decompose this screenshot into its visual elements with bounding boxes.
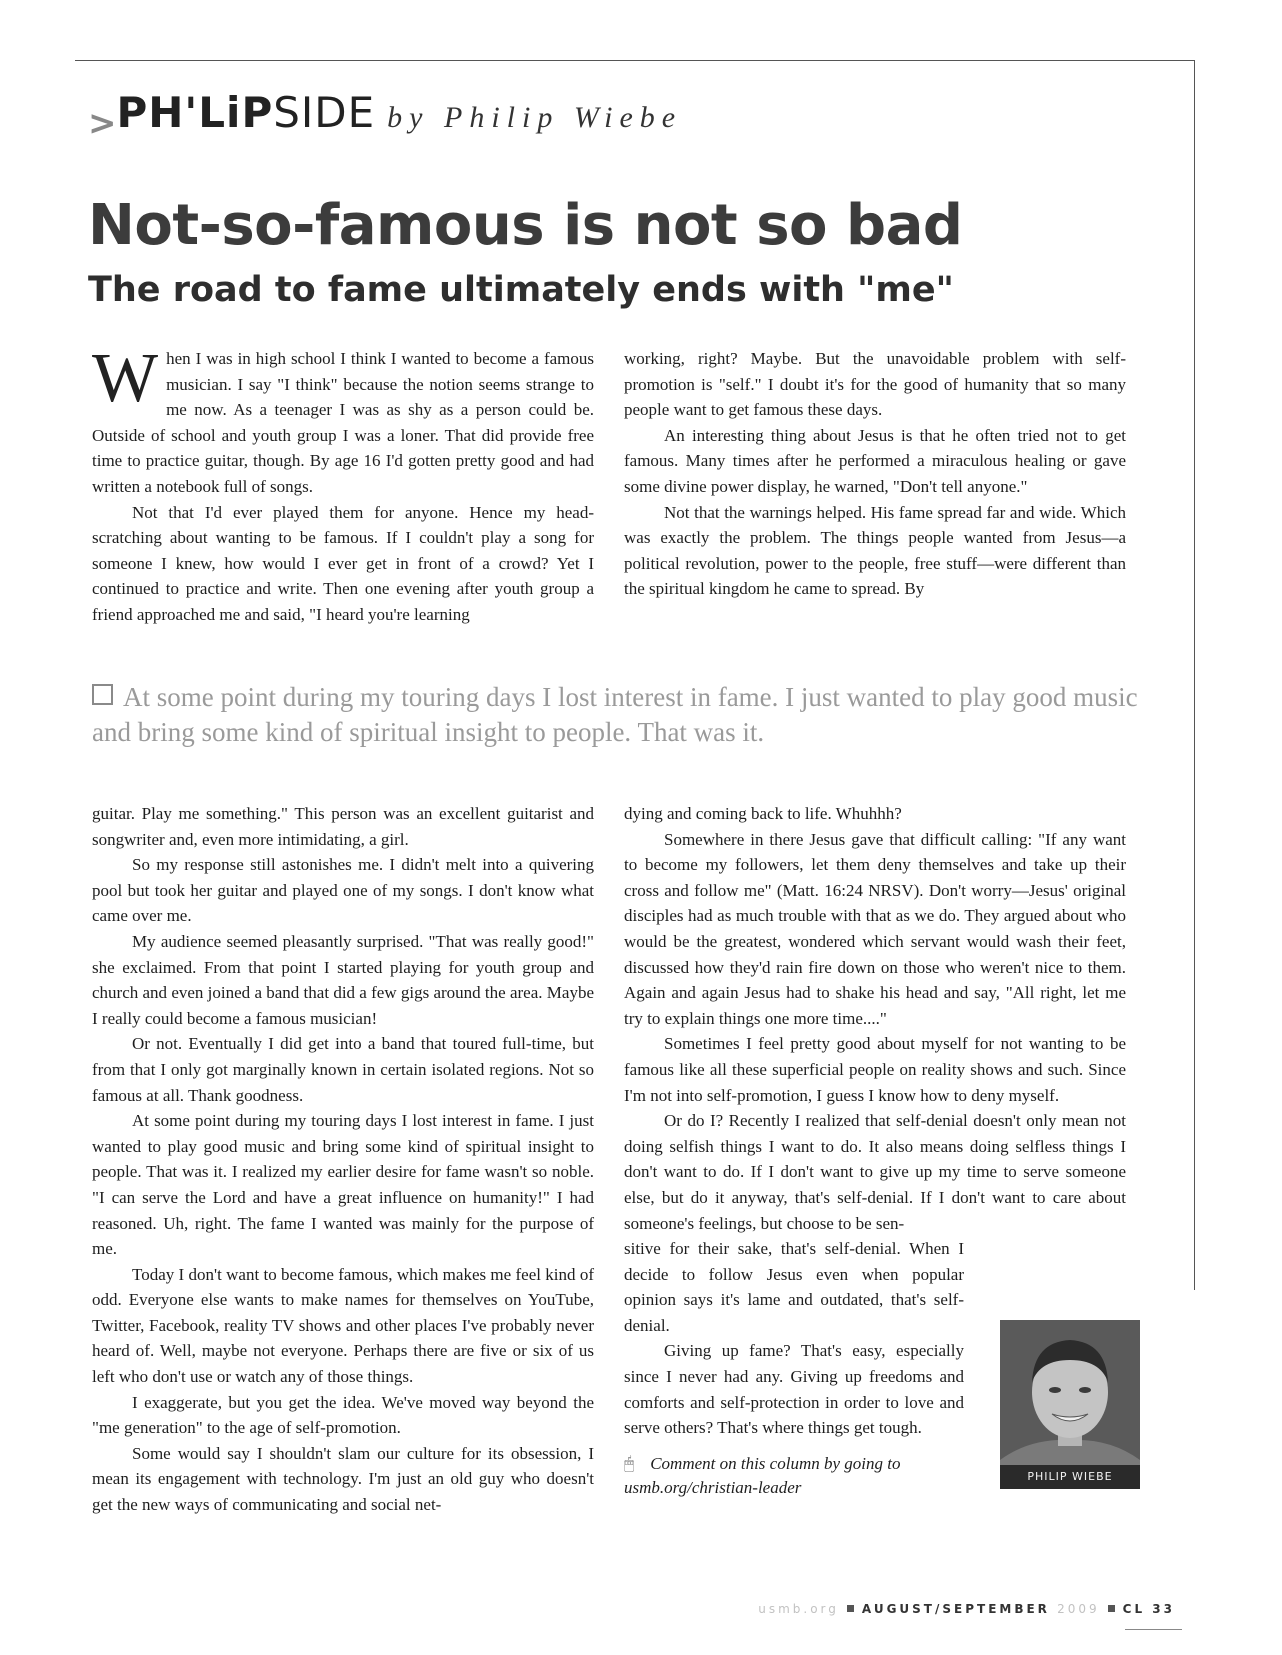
pull-quote-text: At some point during my touring days I lost interest in fame. I just wanted to play good music and bring some kind of spiritual insight to people. That was it.	[92, 682, 1138, 747]
paragraph: My audience seemed pleasantly surprised. "That was really good!" she exclaimed. From that point I started playing for youth group and church and even joined a band that did a few gigs around the area. Maybe I really could become a famous musician!	[92, 931, 594, 1028]
right-rule	[1194, 60, 1195, 1290]
paragraph: guitar. Play me something." This person was an excellent guitarist and songwriter and, even more intimidating, a girl.	[92, 804, 594, 849]
pull-quote	[92, 680, 1152, 750]
paragraph: At some point during my touring days I lost interest in fame. I just wanted to play good music and bring some kind of spiritual insight to people. That was it. I realized my earlier desire for fame wasn't so noble. "I can serve the Lord and have a great influence on humanity!" I had reasoned. Uh, right. The fame I wanted was mainly for the purpose of me.	[92, 1111, 594, 1259]
body-column-3	[92, 801, 594, 1518]
drop-cap: W	[92, 340, 159, 417]
square-bullet-icon	[92, 684, 113, 705]
mouse-icon: 🖱	[624, 1454, 635, 1473]
paragraph: So my response still astonishes me. I didn't melt into a quivering pool but took her guitar and played one of my songs. I don't know what came over me.	[92, 855, 594, 926]
body-column-2	[624, 346, 1126, 602]
paragraph: Sometimes I feel pretty good about myself for not wanting to be famous like all these superficial people on reality shows and such. Since I'm not into self-promotion, I guess I know how to deny myself.	[624, 1034, 1126, 1105]
square-separator-icon	[1108, 1605, 1115, 1612]
paragraph: Or not. Eventually I did get into a band that toured full-time, but from that I only got marginally known in certain isolated regions. Not so famous at all. Thank goodness.	[92, 1034, 594, 1105]
paragraph: An interesting thing about Jesus is that he often tried not to get famous. Many times after he performed a miraculous healing or gave some divine power display, he warned, "Don't tell anyone."	[624, 425, 1126, 496]
page-footer	[705, 1602, 1175, 1616]
comment-note	[624, 1452, 994, 1500]
arrow-icon: >	[88, 103, 117, 144]
paragraph: Not that the warnings helped. His fame spread far and wide. Which was exactly the problem. The things people wanted from Jesus—a political revolution, power to the people, free stuff—were different than the spiritual kingdom he came to spread. By	[624, 502, 1126, 599]
column-header	[88, 88, 682, 143]
column-brand-light: SIDE	[273, 88, 376, 137]
column-brand-bold: PH'LiP	[116, 88, 274, 137]
paragraph: working, right? Maybe. But the unavoidable problem with self-promotion is "self." I doubt it's for the good of humanity that so many people want to get famous these days.	[624, 349, 1126, 420]
comment-text: Comment on this column by going to usmb.org/christian-leader	[624, 1454, 901, 1497]
footer-site: usmb.org	[758, 1602, 839, 1616]
footer-magazine: CL	[1122, 1602, 1146, 1616]
author-portrait	[1000, 1320, 1140, 1489]
author-photo	[1000, 1320, 1140, 1489]
deck: The road to fame ultimately ends with "me"	[88, 270, 954, 310]
paragraph-text: hen I was in high school I think I wanted to become a famous musician. I say "I think" because the notion seems strange to me now. As a teenager I was as shy as a person could be. Outside of school and youth group I was a loner. That did provide free time to practice guitar, though. By age 16 I'd gotten pretty good and had written a notebook full of songs.	[92, 349, 594, 496]
headline: Not-so-famous is not so bad	[88, 193, 963, 258]
body-column-1	[92, 340, 594, 628]
narrow-text-block	[624, 1236, 964, 1441]
paragraph: Some would say I shouldn't slam our culture for its obsession, I mean its engagement with technology. I'm just an old guy who doesn't get the new ways of communicating and social net-	[92, 1443, 594, 1515]
page-number: 33	[1152, 1602, 1175, 1616]
top-rule	[75, 60, 1195, 61]
photo-caption: PHILIP WIEBE	[1000, 1465, 1140, 1489]
footer-year: 2009	[1057, 1602, 1100, 1616]
footer-rule	[1125, 1629, 1182, 1630]
paragraph: Giving up fame? That's easy, especially since I never had any. Giving up freedoms and comforts and self-protection in order to love and serve others? That's where things get tough.	[624, 1341, 964, 1438]
footer-issue: AUGUST/SEPTEMBER	[861, 1602, 1050, 1616]
byline: by Philip Wiebe	[387, 101, 683, 134]
paragraph: I exaggerate, but you get the idea. We've moved way beyond the "me generation" to the age of self-promotion.	[92, 1392, 594, 1438]
paragraph: sitive for their sake, that's self-denial. When I decide to follow Jesus even when popular opinion says it's lame and outdated, that's self-denial.	[624, 1239, 964, 1335]
square-separator-icon	[847, 1605, 854, 1612]
paragraph: dying and coming back to life. Whuhhh?	[624, 804, 902, 823]
paragraph: Somewhere in there Jesus gave that difficult calling: "If any want to become my followers, let them deny themselves and take up their cross and follow me" (Matt. 16:24 NRSV). Don't worry—Jesus' original disciples had as much trouble with that as we do. They argued about who would be the greatest, wondered which servant would wash their feet, discussed how they'd rain fire down on those who weren't nice to them. Again and again Jesus had to shake his head and say, "All right, let me try to explain things one more time...."	[624, 829, 1126, 1028]
paragraph	[92, 340, 594, 500]
paragraph: Today I don't want to become famous, which makes me feel kind of odd. Everyone else wants to make names for themselves on YouTube, Twitter, Facebook, reality TV shows and other places I've probably never heard of. Well, maybe not everyone. Perhaps there are five or six of us left who don't use or watch any of those things.	[92, 1264, 594, 1387]
paragraph: Not that I'd ever played them for anyone. Hence my head-scratching about wanting to be famous. If I couldn't play a song for someone I knew, how would I ever get in front of a crowd? Yet I continued to practice and write. Then one evening after youth group a friend approached me and said, "I heard you're learning	[92, 502, 594, 624]
paragraph: Or do I? Recently I realized that self-denial doesn't only mean not doing selfish things I want to do. It also means doing selfless things I don't want to do. If I don't want to give up my time to serve someone else, but do it anyway, that's self-denial. If I don't want to care about someone's feelings, but choose to be sen-	[624, 1111, 1126, 1233]
